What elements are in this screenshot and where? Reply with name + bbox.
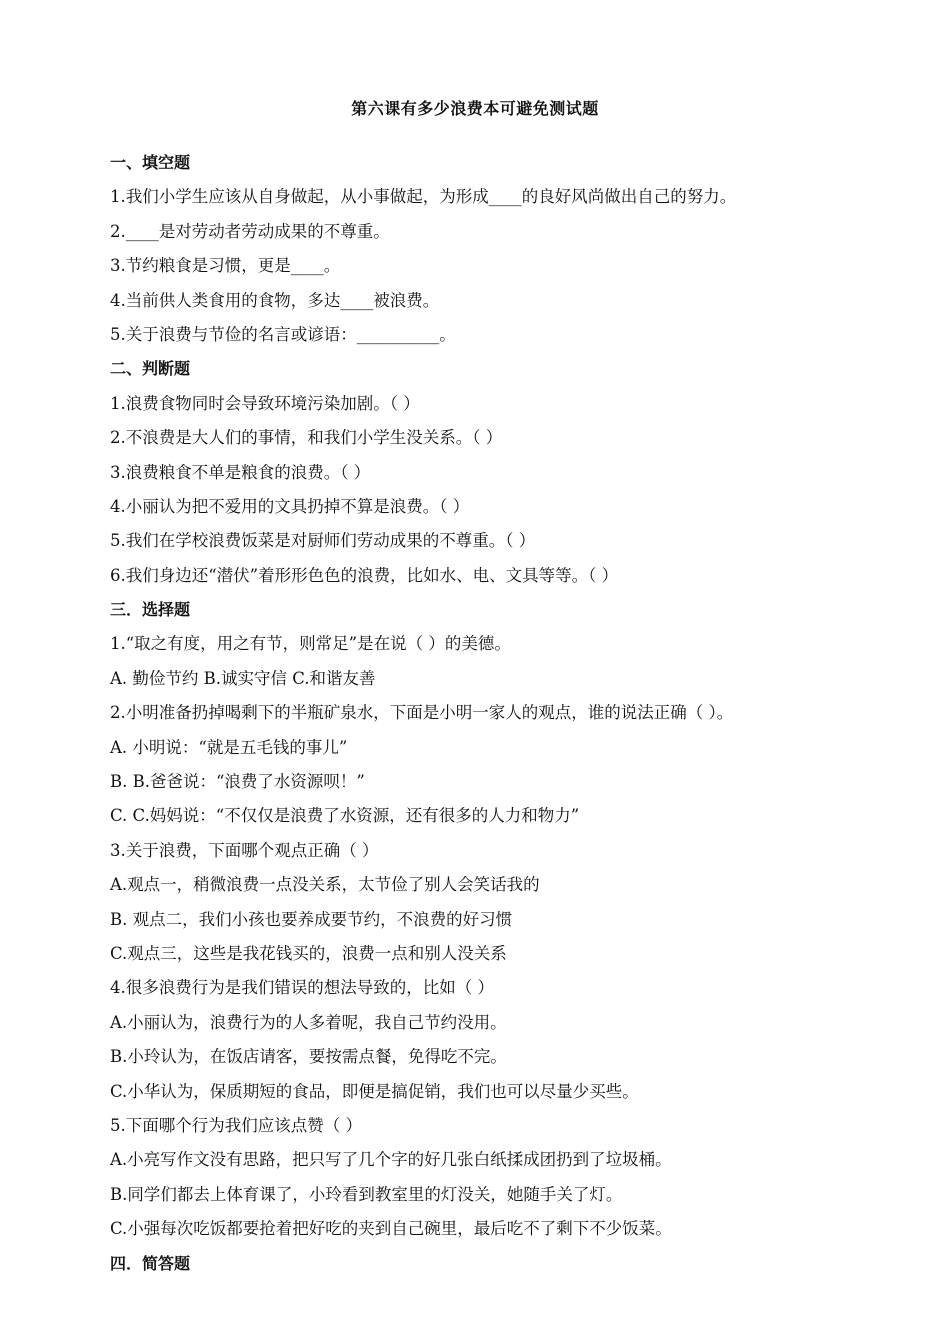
section-heading: 三．选择题: [110, 600, 191, 620]
document-body: [110, 146, 870, 1281]
question-line: B. 观点二，我们小孩也要养成要节约，不浪费的好习惯: [110, 909, 513, 929]
section-heading: 二、判断题: [110, 359, 191, 379]
question-line: A.小丽认为，浪费行为的人多着呢，我自己节约没用。: [110, 1012, 507, 1032]
question-line: C.小华认为，保质期短的食品，即便是搞促销，我们也可以尽量少买些。: [110, 1081, 639, 1101]
question-line: 1.“取之有度，用之有节，则常足”是在说（ ）的美德。: [110, 634, 511, 654]
question-line: 3.浪费粮食不单是粮食的浪费。（ ）: [110, 462, 371, 482]
question-line: B.小玲认为，在饭店请客，要按需点餐，免得吃不完。: [110, 1047, 507, 1067]
question-line: 1.浪费食物同时会导致环境污染加剧。（ ）: [110, 393, 420, 413]
question-line: A.小亮写作文没有思路，把只写了几个字的好几张白纸揉成团扔到了垃圾桶。: [110, 1150, 672, 1170]
section-heading: 四．简答题: [110, 1253, 191, 1273]
question-line: 5.下面哪个行为我们应该点赞（ ）: [110, 1115, 362, 1135]
question-line: 6.我们身边还“潜伏”着形形色色的浪费，比如水、电、文具等等。（ ）: [110, 565, 619, 585]
page-title: 第六课有多少浪费本可避免测试题: [351, 99, 599, 118]
question-line: A. 勤俭节约 B.诚实守信 C.和谐友善: [110, 668, 376, 688]
question-line: C.观点三，这些是我花钱买的，浪费一点和别人没关系: [110, 943, 507, 963]
question-line: 5.我们在学校浪费饭菜是对厨师们劳动成果的不尊重。（ ）: [110, 531, 536, 551]
question-line: A. 小明说：“就是五毛钱的事儿”: [110, 737, 348, 757]
question-line: 3.节约粮食是习惯，更是____。: [110, 256, 341, 276]
question-line: 2.____是对劳动者劳动成果的不尊重。: [110, 221, 390, 241]
question-line: 2.小明准备扔掉喝剩下的半瓶矿泉水，下面是小明一家人的观点，谁的说法正确（ ）。: [110, 703, 734, 723]
question-line: 1.我们小学生应该从自身做起，从小事做起，为形成____的良好风尚做出自己的努力。: [110, 187, 737, 207]
question-line: 4.当前供人类食用的食物，多达____被浪费。: [110, 290, 440, 310]
section-heading: 一、填空题: [110, 153, 191, 172]
question-line: B.同学们都去上体育课了，小玲看到教室里的灯没关，她随手关了灯。: [110, 1184, 623, 1204]
question-line: C.小强每次吃饭都要抢着把好吃的夹到自己碗里，最后吃不了剩下不少饭菜。: [110, 1219, 672, 1239]
question-line: 4.很多浪费行为是我们错误的想法导致的，比如（ ）: [110, 978, 494, 998]
question-line: 2.不浪费是大人们的事情，和我们小学生没关系。（ ）: [110, 428, 503, 448]
question-line: 4.小丽认为把不爱用的文具扔掉不算是浪费。（ ）: [110, 496, 470, 516]
question-line: B. B.爸爸说：“浪费了水资源呗！”: [110, 772, 365, 792]
question-line: A.观点一，稍微浪费一点没关系，太节俭了别人会笑话我的: [110, 875, 540, 895]
question-line: 3.关于浪费，下面哪个观点正确（ ）: [110, 840, 379, 860]
question-line: C. C.妈妈说：“不仅仅是浪费了水资源，还有很多的人力和物力”: [110, 806, 580, 826]
question-line: 5.关于浪费与节俭的名言或谚语：__________。: [110, 324, 456, 344]
